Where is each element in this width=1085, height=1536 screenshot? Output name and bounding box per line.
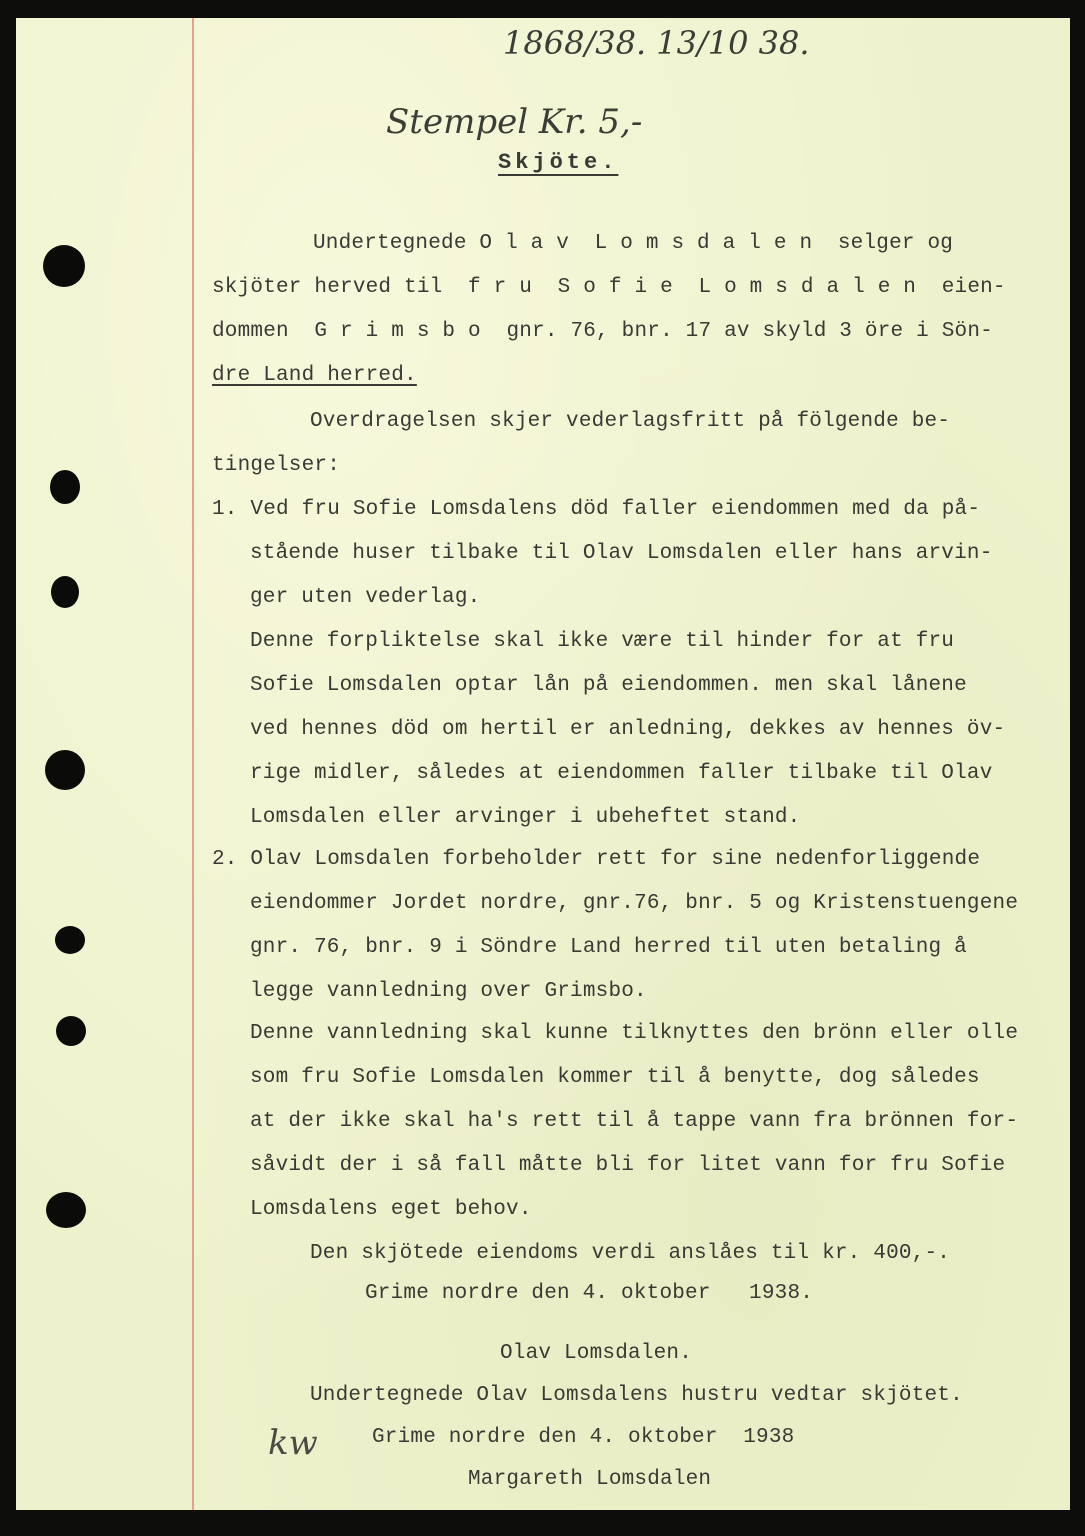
punch-hole — [45, 750, 85, 790]
text-line: Grime nordre den 4. oktober 1938. — [365, 1282, 814, 1305]
handwritten-stamp-note: Stempel Kr. 5,- — [386, 102, 643, 142]
text-line: at der ikke skal ha's rett til å tappe vann fra brönnen for- — [250, 1110, 1019, 1133]
text-line: ger uten vederlag. — [250, 586, 481, 609]
text-line: gnr. 76, bnr. 9 i Söndre Land herred til uten betaling å — [250, 936, 967, 959]
text-line: Grime nordre den 4. oktober 1938 — [372, 1426, 795, 1449]
text-line: skjöter herved til f r u S o f i e L o m s d a l e n eien- — [212, 276, 1006, 299]
text-line: Den skjötede eiendoms verdi anslåes til kr. 400,-. — [310, 1242, 951, 1265]
punch-hole — [50, 470, 80, 504]
text-line: dre Land herred. — [212, 364, 417, 387]
text-line: 2. Olav Lomsdalen forbeholder rett for sine nedenforliggende — [212, 848, 981, 871]
document-page — [16, 18, 1070, 1510]
text-line: dommen G r i m s b o gnr. 76, bnr. 17 av skyld 3 öre i Sön- — [212, 320, 993, 343]
text-line: tingelser: — [212, 454, 341, 477]
document-title: Skjöte. — [498, 150, 619, 175]
punch-hole — [46, 1192, 86, 1228]
text-line: Sofie Lomsdalen optar lån på eiendommen. men skal lånene — [250, 674, 967, 697]
text-line: Margareth Lomsdalen — [468, 1468, 712, 1491]
text-line: Olav Lomsdalen. — [500, 1342, 693, 1365]
text-line: legge vannledning over Grimsbo. — [250, 980, 647, 1003]
punch-hole — [43, 245, 85, 287]
text-line: eiendommer Jordet nordre, gnr.76, bnr. 5 og Kristenstuengene — [250, 892, 1019, 915]
handwritten-case-number: 1868/38. 13/10 38. — [503, 24, 810, 62]
text-line: Lomsdalen eller arvinger i ubeheftet stand. — [250, 806, 801, 829]
margin-rule — [192, 18, 194, 1510]
text-line: Overdragelsen skjer vederlagsfritt på fölgende be- — [310, 410, 951, 433]
text-line: såvidt der i så fall måtte bli for litet vann for fru Sofie — [250, 1154, 1006, 1177]
text-line: som fru Sofie Lomsdalen kommer til å benytte, dog således — [250, 1066, 980, 1089]
punch-hole — [55, 926, 85, 954]
punch-hole — [56, 1016, 86, 1046]
text-line: ved hennes död om hertil er anledning, dekkes av hennes öv- — [250, 718, 1006, 741]
punch-hole — [51, 576, 79, 608]
text-line: stående huser tilbake til Olav Lomsdalen eller hans arvin- — [250, 542, 993, 565]
text-line: Denne vannledning skal kunne tilknyttes den brönn eller olle — [250, 1022, 1019, 1045]
text-line: Denne forpliktelse skal ikke være til hinder for at fru — [250, 630, 955, 653]
text-line: rige midler, således at eiendommen faller tilbake til Olav — [250, 762, 993, 785]
text-line: Lomsdalens eget behov. — [250, 1198, 532, 1221]
text-line: Undertegnede O l a v L o m s d a l e n selger og — [313, 232, 954, 255]
text-line: 1. Ved fru Sofie Lomsdalens död faller eiendommen med da på- — [212, 498, 981, 521]
text-line: Undertegnede Olav Lomsdalens hustru vedtar skjötet. — [310, 1384, 963, 1407]
handwritten-initials: kw — [268, 1423, 318, 1463]
